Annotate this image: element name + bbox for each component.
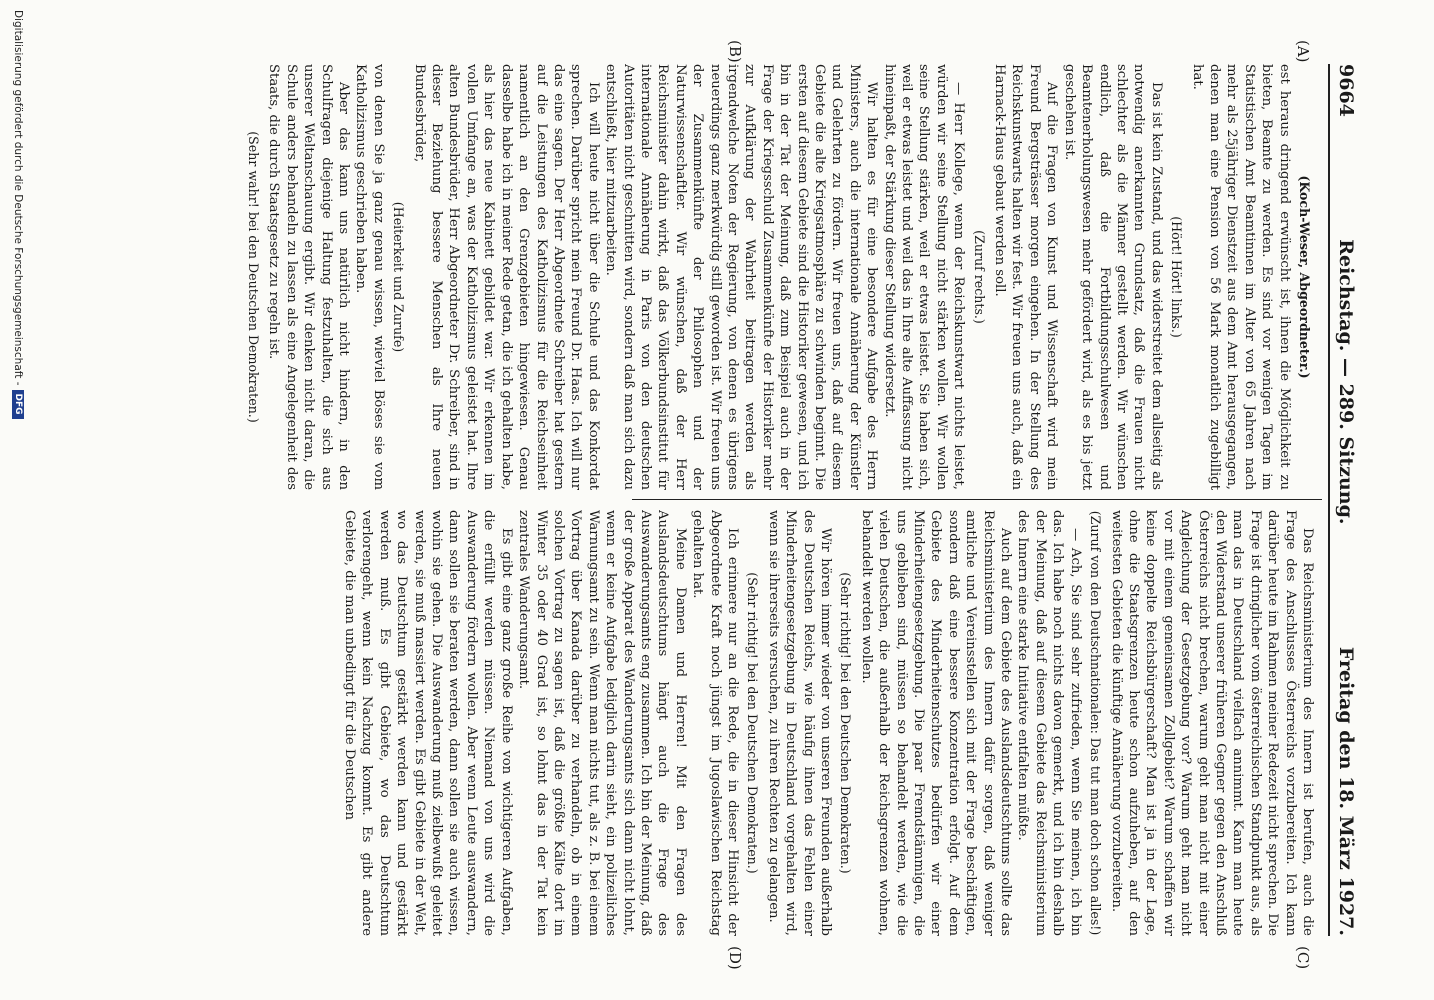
interjection: (Sehr richtig! bei den Deutschen Demokraten.) <box>838 572 854 874</box>
paragraph: Auf die Fragen von Kunst und Wissenschaft wird mein Freund Bergsträsser morgen eingehen. In der Stellung des Reichskunstwarts halten wir fest. Wir freuen uns auch, daß ein Harnack-Haus gebaut werden soll. <box>992 64 1060 490</box>
header-date: Freitag den 18. März 1927. <box>1335 646 1357 936</box>
right-column <box>66 510 1316 936</box>
margin-marker-d: (D) <box>726 946 744 970</box>
paragraph: Auch auf dem Gebiete des Auslandsdeutschtums sollte das Reichsministerium des Innern dafür sorgen, daß weniger amtliche und Vereinsstellen sich mit der Frage beschäftigen, sondern daß eine bessere Konzentration erfolgt. Auf dem Gebiete des Minderheitenschutzes bedürfen wir einer Minderheitengesetzgebung. Die paar Fremdstämmigen, die uns geblieben sind, müssen so behandelt werden, wie die vielen Deutschen, die außerhalb der Reichsgrenzen wohnen, behandelt werden wollen. <box>858 510 1014 936</box>
paragraph: — Ach, Sie sind sehr zufrieden, wenn Sie meinen, ich bin das. Ich habe noch nichts davon gemerkt, und ich bin deshalb der Meinung, daß auf diesem Gebiete das Reichsministerium des Innern eine starke Initiative entfalten müßte. <box>1015 510 1083 936</box>
paragraph: Meine Damen und Herren! Mit den Fragen des Auslandsdeutschtums hängt auch die Frage des Auswanderungsamts eng zusammen. Ich bin der Meinung, daß der große Apparat des Wanderungsamts sich dann nicht lohnt, wenn er keine Aufgabe lediglich darin sieht, ein polizeiliches Warnungsamt zu sein. Wenn man nichts tut, als z. B. bei einem Vortrag über Kanada darüber zu verhandeln, ob in einem solchen Vortrag zu sagen ist, daß die größte Kälte dort im Winter 35 oder 40 Grad ist, so lohnt das in der Tat kein zentrales Wanderungsamt. <box>516 510 688 936</box>
page-number: 9664 <box>1335 64 1357 117</box>
paragraph: Ich erinnere nur an die Rede, die in dieser Hinsicht der Abgeordnete Kraft noch jüngst im Jugoslawischen Reichstag gehalten hat. <box>690 510 740 936</box>
interjection: (Zuruf rechts.) <box>971 230 987 324</box>
paragraph: — Herr Kollege, wenn der Reichskunstwart nichts leistet, würden wir seine Stellung nicht stärken wollen. Wir wollen seine Stellung stärken, weil er etwas leistet. Sie haben sich, weil er etwas leistet und weil das in Ihre alte Auffassung nicht hineinpaßt, der Stärkung dieser Stellung widersetzt. <box>881 64 967 490</box>
paragraph: Ich will heute nicht über die Schule und das Konkordat sprechen. Darüber spricht mein Freund Dr. Haas. Ich will nur das eine sagen. Der Herr Abgeordnete Schreiber hat gestern auf die Leistungen des Katholizismus für die Reichseinheit namentlich an den Grenzgebieten hingewiesen. Genau dasselbe habe ich in meiner Rede getan, die ich gehalten habe, als hier das neue Kabinett gebildet war. Wir erkennen im vollen Umfange an, was der Katholizismus geleistet hat. Ihre alten Bundesbrüder, Herr Abgeordneter Dr. Schreiber, sind in dieser Beziehung bessere Menschen als Ihre neuen Bundesbrüder, <box>411 64 601 490</box>
dfg-logo: DFG <box>12 390 24 419</box>
paragraph: est heraus dringend erwünscht ist, ihnen die Möglichkeit zu bieten, Beamte zu werden. Es sind vor wenigen Tagen im Statistischen Amt Beamtinnen im Alter von 65 Jahren nach mehr als 25jähriger Dienstzeit aus dem Amt herausgegangen, denen man eine Pension von 56 Mark monatlich zugebilligt hat. <box>1189 64 1292 490</box>
left-column <box>66 64 1316 490</box>
paragraph: Wir halten es für eine besondere Aufgabe des Herrn Ministers, auch die internationale Annäherung der Künstler und Gelehrten zu fördern. Wir freuen uns, daß auf diesem Gebiete die alte Kriegsatmosphäre zu schwinden beginnt. Die ersten auf diesem Gebiete sind die Historiker gewesen, und ich bin in der Tat der Meinung, daß zum Beispiel auch in der Frage der Kriegsschuld Zusammenkünfte der Historiker mehr zur Aufklärung der Wahrheit beitragen werden als irgendwelche Noten der Regierung, von denen es übrigens neuerdings ganz merkwürdig still geworden ist. Wir freuen uns der Zusammenkünfte der Philosophen und der Naturwissenschaftler. Wir wünschen, daß der Herr Reichsminister dahin wirkt, daß das Völkerbundsinstitut für internationale Annäherung in Paris von den deutschen Autoritäten nicht geschnitten wird, sondern daß man sich dazu entschließt, hier mitzuarbeiten. <box>603 64 880 490</box>
interjection: (Zuruf von den Deutschnationalen: Das tut man doch schon alles!) <box>1088 510 1104 936</box>
digitization-footer <box>8 0 28 1000</box>
header-title: Reichstag. — 289. Sitzung. <box>1335 239 1357 525</box>
speaker-line: (Koch-Weser, Abgeordneter.) <box>1297 175 1312 379</box>
paragraph: Wir hören immer wieder von unseren Freunden außerhalb des Deutschen Reichs, wie häufig ihnen das Fehlen einer Minderheitengesetzgebung in Deutschland vorgehalten wird, wenn sie ihrerseits versuchen, zu ihren Rechten zu gelangen. <box>765 510 834 936</box>
paragraph: Es gibt eine ganz große Reihe von wichtigeren Aufgaben, die erfüllt werden müssen. Niemand von uns wird die Auswanderung fördern wollen. Aber wenn Leute auswandern, dann sollen sie beraten werden, dann sollen sie auch wissen, wohin sie gehen. Die Auswanderung muß zielbewußt geleitet werden, sie muß massiert werden. Es gibt Gebiete in der Welt, wo das Deutschtum gestärkt werden kann und gestärkt werden muß. Es gibt Gebiete, wo das Deutschtum verlorengeht, wenn kein Nachzug kommt. Es gibt andere Gebiete, die man unbedingt für die Deutschen <box>342 510 514 936</box>
interjection: (Heiterkeit und Zurufe) <box>391 201 407 353</box>
margin-marker-a: (A) <box>1294 40 1312 63</box>
footer-credit: Digitalisierung gefördert durch die Deutsche Forschungsgemeinschaft - <box>12 10 24 386</box>
margin-marker-c: (C) <box>1294 946 1312 970</box>
interjection: (Sehr wahr! bei den Deutschen Demokraten.) <box>246 131 262 423</box>
paragraph: Das ist kein Zustand, und das widerstreitet dem allseitig als notwendig anerkannten Grundsatz, daß die Frauen nicht schlechter als die Männer gestellt werden. Wir wünschen endlich, daß die Fortbildungsschulwesen und Beamtenerholungswesen mehr gefördert wird, als es bis jetzt geschehen ist. <box>1061 64 1164 490</box>
interjection: (Hört! Hört! links.) <box>1169 216 1185 338</box>
page-header <box>1328 64 1362 936</box>
paragraph: von denen Sie ja ganz genau wissen, wieviel Böses sie vom Katholizismus geschrieben haben. <box>353 64 386 490</box>
column-divider <box>632 499 1322 500</box>
margin-marker-b: (B) <box>726 40 744 63</box>
interjection: (Sehr richtig! bei den Deutschen Demokraten.) <box>745 572 761 874</box>
paragraph: Aber das kann uns natürlich nicht hindern, in den Schulfragen diejenige Haltung festzuhalten, die sich aus unserer Weltanschauung ergibt. Wir denken nicht daran, die Schule anders behandeln zu lassen als eine Angelegenheit des Staats, die durch Staatsgesetz zu regeln ist. <box>266 64 352 490</box>
paragraph: Das Reichsministerium des Innern ist berufen, auch die Frage des Anschlusses Österreichs vorzubereiten. Ich kann darüber heute im Rahmen meiner Redezeit nicht sprechen. Die Frage ist dringlicher vom österreichischen Standpunkt aus, als man das in Deutschland vielfach annimmt. Kann man heute den Widerstand unserer früheren Gegner gegen den Anschluß Österreichs nicht brechen, warum geht man nicht mit einer Angleichung der Gesetzgebung vor? Warum geht man nicht vor mit einem gemeinsamen Zollgebiet? Warum schaffen wir keine doppelte Reichsbürgerschaft? Man ist ja in der Lage, ohne die Staatsgrenzen heute schon aufzuheben, auf den weitesten Gebieten die künftige Annäherung vorzubereiten. <box>1108 510 1315 936</box>
